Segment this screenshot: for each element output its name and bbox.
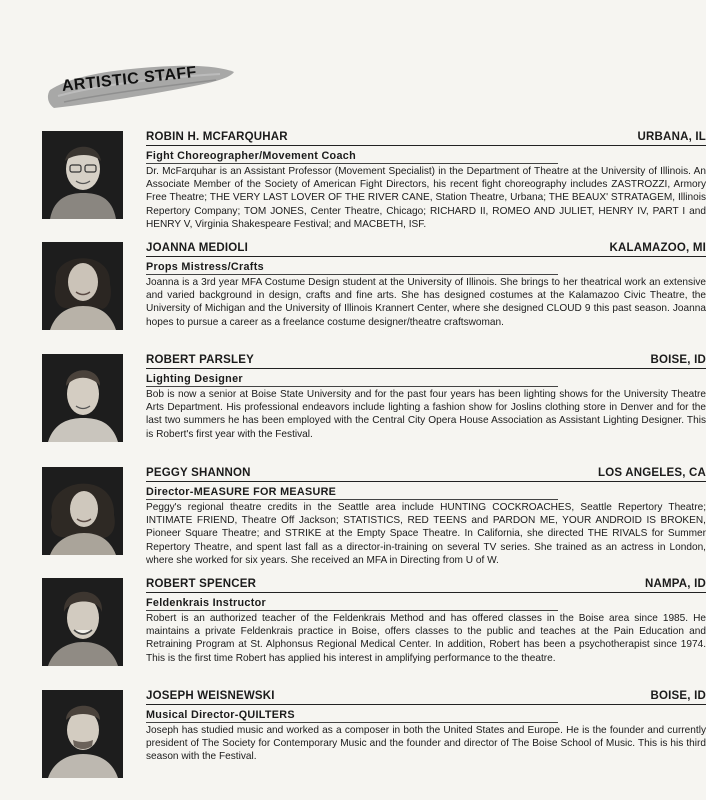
staff-name: JOSEPH WEISNEWSKI (146, 690, 275, 702)
staff-name: PEGGY SHANNON (146, 467, 251, 479)
staff-role: Props Mistress/Crafts (146, 261, 558, 275)
staff-name: JOANNA MEDIOLI (146, 242, 249, 254)
staff-location: BOISE, ID (650, 690, 706, 702)
staff-bio: Robert is an authorized teacher of the Feldenkrais Method and has offered classes in the Boise area since 1985. He maintains a private Feldenkrais practice in Boise, offers classes to the public and teaches at the Pain Education and Retraining Program at St. Alphonsus Regional Medical Center. In addition, Robert has been a psychotherapist since 1974. This is the first time Robert has applied his interest in amplifying performance to the theatre. (146, 613, 706, 664)
staff-name: ROBERT PARSLEY (146, 354, 255, 366)
staff-info (146, 690, 706, 764)
headshot-photo (42, 354, 123, 442)
name-row (146, 242, 706, 257)
name-row (146, 131, 706, 146)
staff-bio: Bob is now a senior at Boise State University and for the past four years has been lighting shows for the University Theatre Arts Department. His professional endeavors include lighting a fashion show for Joslins clothing store in Denver and for the last two summers he has been employed with the Central City Opera House Association as Assistant Lighting Designer. This is Robert's first year with the Festival. (146, 389, 706, 440)
staff-location: LOS ANGELES, CA (598, 467, 706, 479)
staff-bio: Joseph has studied music and worked as a composer in both the United States and Europe. He is the founder and currently president of The Society for Contemporary Music and the founder and director of The Boise School of Music. This is his third season with the Festival. (146, 725, 706, 763)
staff-bio: Peggy's regional theatre credits in the Seattle area include HUNTING COCKROACHES, Seattle Repertory Theatre; INTIMATE FRIEND, Theatre Off Jackson; STATISTICS, RED TEENS and PARDON ME, YOUR ANDROID IS BROKEN, Pioneer Square Theatre; and STRIKE at the Empty Space Theatre. In California, she directed THE RIVALS for Summer Repertory Theatre, and spent last fall as a director-in-training on several TV series. She trained as an actress in London, where she worked for six years. She received an MFA in Directing from U of W. (146, 502, 706, 566)
headshot-photo (42, 131, 123, 219)
staff-name: ROBIN H. MCFARQUHAR (146, 131, 288, 143)
name-row (146, 467, 706, 482)
section-title: ARTISTIC STAFF (61, 63, 198, 95)
staff-role: Musical Director-QUILTERS (146, 709, 558, 723)
staff-info (146, 578, 706, 665)
section-banner (44, 56, 236, 112)
name-row (146, 690, 706, 705)
name-row (146, 354, 706, 369)
staff-role: Feldenkrais Instructor (146, 597, 558, 611)
headshot-photo (42, 690, 123, 778)
staff-location: BOISE, ID (650, 354, 706, 366)
staff-location: NAMPA, ID (644, 578, 706, 590)
staff-role: Director-MEASURE FOR MEASURE (146, 486, 558, 500)
name-row (146, 578, 706, 593)
headshot-photo (42, 242, 123, 330)
headshot-photo (42, 467, 123, 555)
headshot-photo (42, 578, 123, 666)
staff-location: URBANA, IL (637, 131, 706, 143)
staff-bio: Dr. McFarquhar is an Assistant Professor (Movement Specialist) in the Department of Theatre at the University of Illinois. An Associate Member of the Society of American Fight Directors, his recent fight choreography includes ZASTROZZI, Armory Free Theatre; THE VERY LAST LOVER OF THE RIVER CANE, Station Theatre, Urbana; THE BEAUX' STRATAGEM, Illinois Repertory Company; TOM JONES, Center Theatre, Chicago; RICHARD II, ROMEO AND JULIET, HENRY IV, PART I and HENRY V, Virginia Shakespeare Festival; and MACBETH, ISF. (146, 166, 706, 230)
staff-role: Lighting Designer (146, 373, 558, 387)
staff-name: ROBERT SPENCER (146, 578, 257, 590)
staff-bio: Joanna is a 3rd year MFA Costume Design student at the University of Illinois. She brings to her theatrical work an extensive and varied background in design, crafts and fine arts. She has designed costumes at the Kalamazoo Civic Theatre, the University of Michigan and the University of Illinois Krannert Center, where she designed CLOUD 9 this past season. Joanna hopes to pursue a career as a freelance costume designer/theatre craftswoman. (146, 277, 706, 328)
staff-info (146, 354, 706, 441)
staff-info (146, 242, 706, 329)
staff-role: Fight Choreographer/Movement Coach (146, 150, 558, 164)
staff-location: KALAMAZOO, MI (609, 242, 706, 254)
staff-info (146, 467, 706, 567)
staff-info (146, 131, 706, 231)
